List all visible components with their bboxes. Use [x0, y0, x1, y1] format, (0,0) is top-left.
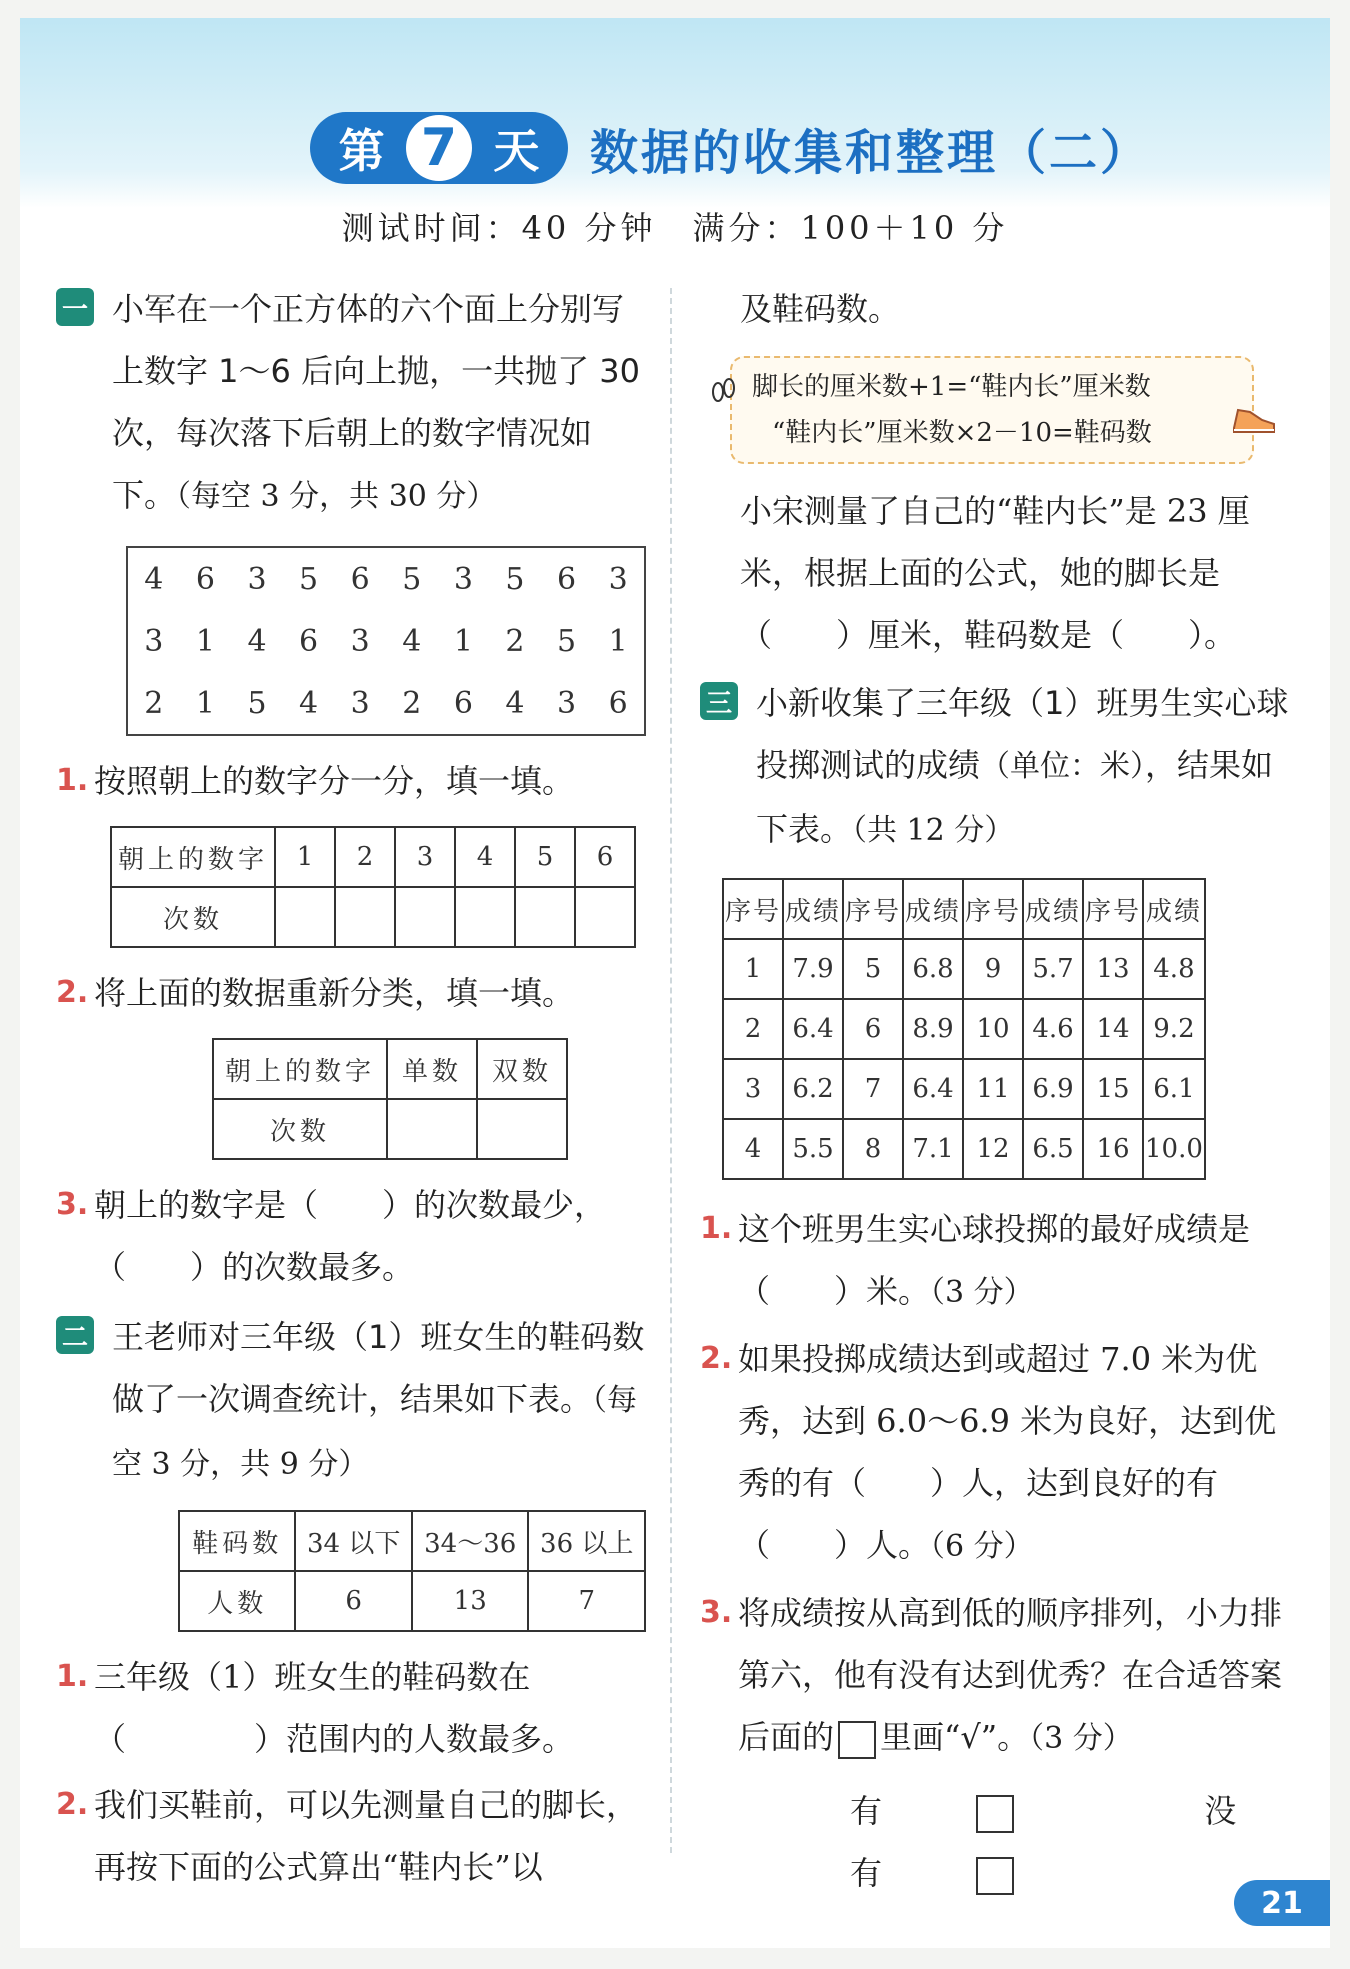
table-cell: 6.9: [1023, 1059, 1083, 1119]
dice-value: 6: [453, 685, 473, 721]
day-badge: [310, 112, 568, 184]
table-col-header: 3: [395, 827, 455, 887]
table-cell: 6.4: [903, 1059, 963, 1119]
table-row: [723, 1119, 1205, 1179]
formula-line-1: 脚长的厘米数+1=“鞋内长”厘米数: [752, 372, 1151, 402]
dice-row: [127, 547, 645, 610]
section-three-icon: 三: [700, 682, 738, 720]
answer-cell[interactable]: [477, 1099, 567, 1159]
table-row: [723, 1059, 1205, 1119]
table-col-header: 34 以下: [295, 1511, 412, 1571]
dice-value: 5: [247, 685, 267, 721]
table-cell: 5.5: [783, 1119, 843, 1179]
question-number: 2.: [700, 1341, 733, 1376]
table-col-header: 成绩: [783, 879, 843, 939]
page-number: 21: [1234, 1880, 1330, 1926]
table-row-label: 次数: [111, 887, 275, 947]
table-cell: 13: [412, 1571, 529, 1631]
table-col-header: 34～36: [412, 1511, 529, 1571]
table-col-header: 单数: [387, 1039, 477, 1099]
table-col-header: 6: [575, 827, 635, 887]
dice-row: [127, 610, 645, 672]
dice-value: 3: [350, 623, 370, 659]
table-cell: 3: [723, 1059, 783, 1119]
section-three-text: [756, 672, 1300, 862]
table-cell: 6: [843, 999, 903, 1059]
odd-even-table: [212, 1038, 568, 1160]
day-prefix: 第: [338, 124, 385, 178]
table-col-header: 成绩: [903, 879, 963, 939]
shoe-size-table: [178, 1510, 646, 1632]
s3-question-1: [700, 1198, 1300, 1324]
answer-cell[interactable]: [335, 887, 395, 947]
dice-value: 2: [402, 685, 422, 721]
question-text: 将上面的数据重新分类，填一填。: [94, 974, 575, 1012]
answer-cell[interactable]: [575, 887, 635, 947]
section-one-text: [112, 278, 646, 528]
table-cell: 6.5: [1023, 1119, 1083, 1179]
day-suffix: 天: [493, 124, 540, 178]
answer-cell[interactable]: [515, 887, 575, 947]
section-one-question: 小军在一个正方体的六个面上分别写上数字 1～6 后向上抛，一共抛了 30 次，每次落下后朝上的数字情况如下。: [112, 290, 640, 514]
question-number: 1.: [700, 1211, 733, 1246]
question-text: 我们买鞋前，可以先测量自己的脚长，再按下面的公式算出“鞋内长”以: [94, 1786, 639, 1886]
table-cell: 8: [843, 1119, 903, 1179]
dice-value: 3: [350, 685, 370, 721]
table-row-label: 次数: [213, 1099, 387, 1159]
table-header: 朝上的数字: [111, 827, 275, 887]
answer-cell[interactable]: [387, 1099, 477, 1159]
s2-question-1: [56, 1646, 646, 1770]
s3-question-2: [700, 1328, 1300, 1578]
section-three: [700, 672, 1300, 862]
table-cell: 10.0: [1143, 1119, 1205, 1179]
table-cell: 14: [1083, 999, 1143, 1059]
question-text: 如果投掷成绩达到或超过 7.0 米为优秀，达到 6.0～6.9 米为良好，达到优秀的有（ ）人，达到良好的有（ ）人。: [738, 1340, 1277, 1564]
table-cell: 6: [295, 1571, 412, 1631]
s2-question-2: [56, 1774, 646, 1898]
question-text: 这个班男生实心球投掷的最好成绩是（ ）米。: [738, 1210, 1251, 1310]
s2-question-2-continued: 及鞋码数。: [740, 290, 901, 328]
dice-row: [127, 672, 645, 735]
table-cell: 1: [723, 939, 783, 999]
table-cell: 12: [963, 1119, 1023, 1179]
question-number: 1.: [56, 1659, 89, 1694]
dice-value: 2: [144, 685, 164, 721]
dice-value: 1: [453, 623, 473, 659]
table-col-header: 4: [455, 827, 515, 887]
table-cell: 8.9: [903, 999, 963, 1059]
dice-results-table: [126, 546, 646, 736]
checkbox-no[interactable]: [976, 1857, 1014, 1895]
question-number: 3.: [700, 1595, 733, 1630]
dice-value: 6: [608, 685, 628, 721]
dice-value: 4: [402, 623, 422, 659]
question-points: （3 分）: [930, 1275, 1034, 1310]
table-col-header: 1: [275, 827, 335, 887]
table-col-header: 序号: [843, 879, 903, 939]
table-cell: 9: [963, 939, 1023, 999]
section-one-points: （每空 3 分，共 30 分）: [176, 479, 497, 514]
question-text: 朝上的数字是（ ）的次数最少，（ ）的次数最多。: [94, 1186, 607, 1286]
table-header: 鞋码数: [179, 1511, 295, 1571]
dice-value: 4: [247, 623, 267, 659]
s1-question-1: [56, 750, 646, 812]
section-two-icon: 二: [56, 1316, 94, 1354]
section-one-icon: 一: [56, 288, 94, 326]
dice-value: 5: [299, 561, 319, 597]
day-number: 7: [406, 115, 472, 181]
dice-value: 5: [402, 561, 422, 597]
table-cell: 15: [1083, 1059, 1143, 1119]
table-cell: 4.6: [1023, 999, 1083, 1059]
answer-cell[interactable]: [275, 887, 335, 947]
dice-value: 6: [195, 561, 215, 597]
table-row: [723, 999, 1205, 1059]
table-col-header: 序号: [1083, 879, 1143, 939]
table-cell: 5.7: [1023, 939, 1083, 999]
section-three-question-end: ，结果如下表。: [756, 746, 1274, 848]
question-number: 1.: [56, 763, 89, 798]
dice-value: 3: [144, 623, 164, 659]
table-cell: 2: [723, 999, 783, 1059]
question-points: （6 分）: [930, 1529, 1034, 1564]
table-header: 朝上的数字: [213, 1039, 387, 1099]
table-cell: 4: [723, 1119, 783, 1179]
answer-yes[interactable]: [850, 1792, 1104, 1830]
table-cell: 10: [963, 999, 1023, 1059]
dice-value: 6: [299, 623, 319, 659]
dice-value: 3: [608, 561, 628, 597]
count-by-number-table: [110, 826, 636, 948]
s3-question-3: [700, 1582, 1300, 1770]
table-cell: 5: [843, 939, 903, 999]
section-three-unit: （单位：米）: [980, 749, 1146, 784]
formula-line-2: “鞋内长”厘米数×2－10=鞋码数: [772, 418, 1152, 448]
page-title: 数据的收集和整理（二）: [590, 125, 1152, 181]
table-row-label: 人数: [179, 1571, 295, 1631]
dice-value: 4: [505, 685, 525, 721]
shoe-formula-box: [730, 356, 1254, 464]
dice-value: 3: [247, 561, 267, 597]
table-cell: 7.1: [903, 1119, 963, 1179]
table-cell: 9.2: [1143, 999, 1205, 1059]
question-number: 2.: [56, 975, 89, 1010]
dice-value: 2: [505, 623, 525, 659]
table-cell: 6.8: [903, 939, 963, 999]
question-text: 将成绩按从高到低的顺序排列，小力排第六，他有没有达到优秀？在合适答案后面的: [738, 1594, 1283, 1756]
section-two: [56, 1306, 646, 1496]
table-row: [723, 939, 1205, 999]
dice-value: 1: [195, 685, 215, 721]
question-text-end: 里画“√”。: [880, 1718, 1030, 1756]
section-three-points: （共 12 分）: [852, 813, 1015, 848]
question-text: 按照朝上的数字分一分，填一填。: [94, 762, 575, 800]
answer-no-label: 没有: [850, 1792, 1237, 1892]
table-cell: 7: [843, 1059, 903, 1119]
section-two-text: [112, 1306, 646, 1496]
shoe-icon: [1232, 402, 1276, 436]
table-cell: 16: [1083, 1119, 1143, 1179]
table-cell: 6.1: [1143, 1059, 1205, 1119]
dice-value: 5: [557, 623, 577, 659]
answer-box-sample: [838, 1721, 876, 1759]
answer-cell[interactable]: [455, 887, 515, 947]
table-cell: 13: [1083, 939, 1143, 999]
s2-question-2-body: 小宋测量了自己的“鞋内长”是 23 厘米，根据上面的公式，她的脚长是（ ）厘米，鞋码数是（ ）。: [740, 492, 1250, 654]
table-cell: 6.2: [783, 1059, 843, 1119]
footprint-icon: [708, 374, 738, 404]
shotput-score-table: [722, 878, 1206, 1180]
dice-value: 1: [608, 623, 628, 659]
section-three-question: 小新收集了三年级（1）班男生实心球投掷测试的成绩: [756, 684, 1289, 784]
table-col-header: 5: [515, 827, 575, 887]
table-cell: 11: [963, 1059, 1023, 1119]
column-divider: [670, 288, 672, 1853]
table-cell: 7: [528, 1571, 645, 1631]
left-column: [56, 278, 646, 1898]
test-info: 测试时间：40 分钟 满分：100＋10 分: [341, 209, 1009, 247]
question-text: 三年级（1）班女生的鞋码数在（ ）范围内的人数最多。: [94, 1658, 575, 1758]
s1-question-3: [56, 1174, 646, 1298]
table-col-header: 36 以上: [528, 1511, 645, 1571]
answer-cell[interactable]: [395, 887, 455, 947]
answer-options: [700, 1780, 1300, 1904]
dice-value: 3: [557, 685, 577, 721]
question-number: 2.: [56, 1787, 89, 1822]
table-cell: 6.4: [783, 999, 843, 1059]
right-column: [700, 278, 1300, 1904]
s1-question-2: [56, 962, 646, 1024]
dice-value: 5: [505, 561, 525, 597]
question-number: 3.: [56, 1187, 89, 1222]
worksheet-page: [20, 18, 1330, 1948]
table-col-header: 成绩: [1023, 879, 1083, 939]
checkbox-yes[interactable]: [976, 1795, 1014, 1833]
dice-value: 1: [195, 623, 215, 659]
table-col-header: 序号: [963, 879, 1023, 939]
dice-value: 4: [299, 685, 319, 721]
question-points: （3 分）: [1029, 1721, 1133, 1756]
dice-value: 4: [144, 561, 164, 597]
section-two-points: （每空 3 分，共 9 分）: [112, 1383, 638, 1482]
dice-value: 3: [453, 561, 473, 597]
table-col-header: 2: [335, 827, 395, 887]
table-col-header: 双数: [477, 1039, 567, 1099]
section-two-question: 王老师对三年级（1）班女生的鞋码数做了一次调查统计，结果如下表。: [112, 1318, 645, 1418]
table-col-header: 成绩: [1143, 879, 1205, 939]
table-col-header: 序号: [723, 879, 783, 939]
answer-yes-label: 有: [850, 1792, 883, 1830]
table-cell: 7.9: [783, 939, 843, 999]
dice-value: 6: [350, 561, 370, 597]
table-cell: 4.8: [1143, 939, 1205, 999]
dice-value: 6: [557, 561, 577, 597]
section-one: [56, 278, 646, 528]
